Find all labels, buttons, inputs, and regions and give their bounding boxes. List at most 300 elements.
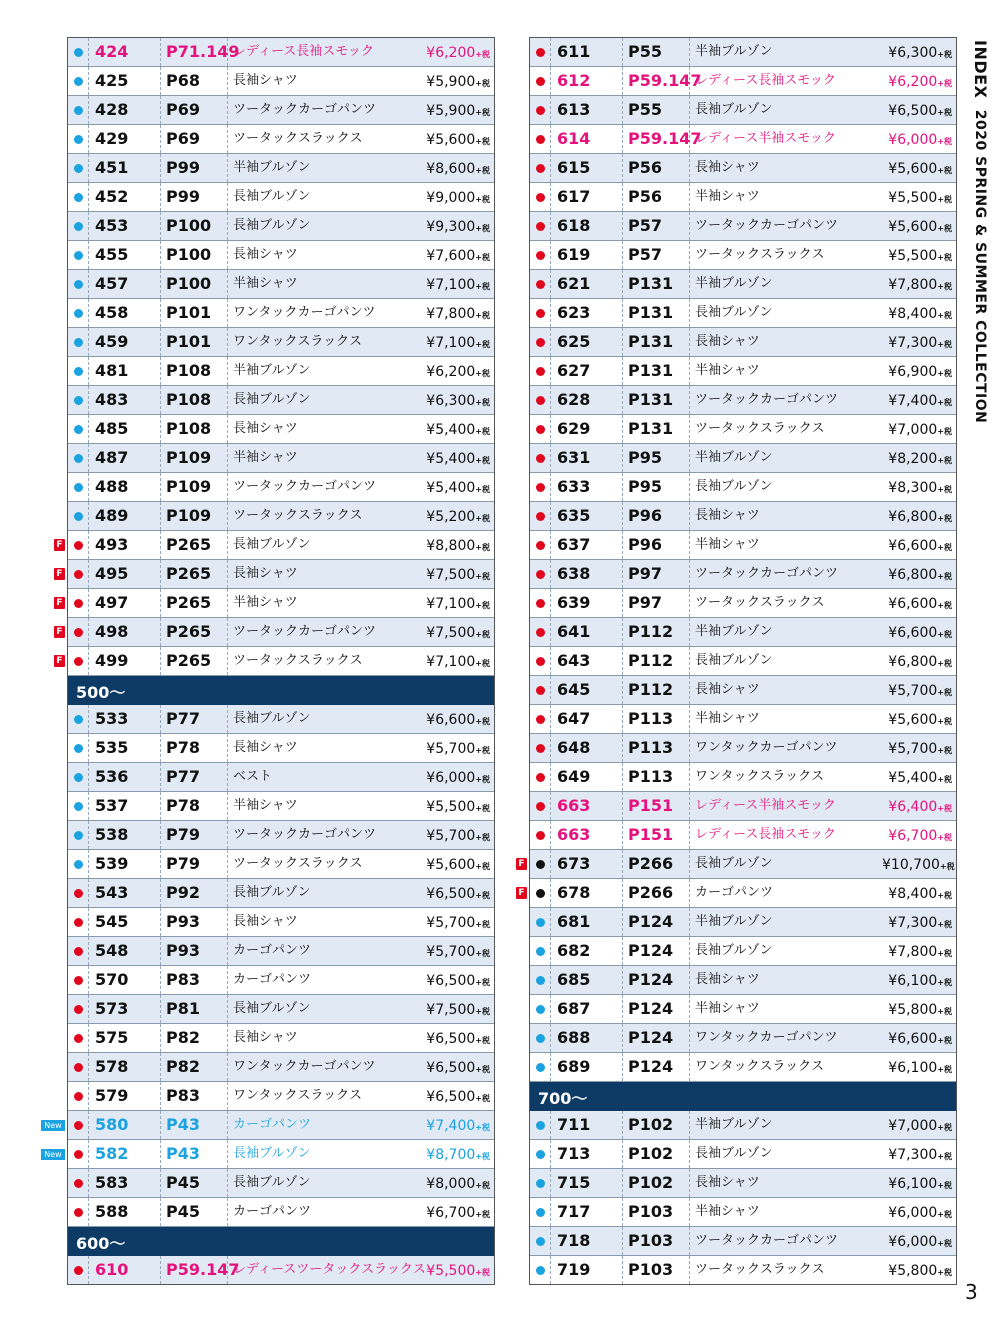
number-cell [551,734,623,762]
dot-cell [530,1024,551,1052]
price-cell [420,560,492,588]
tax-suffix: +税 [937,485,952,494]
section-header [68,676,494,705]
item-number: 631 [557,448,591,467]
item-name: 半袖シャツ [695,537,760,552]
item-number: 619 [557,245,591,264]
number-cell [89,1111,161,1139]
item-page: P43 [166,1144,200,1163]
item-price-value: ¥7,800 [888,944,938,960]
tax-suffix: +税 [475,572,490,581]
price-cell [882,125,954,153]
item-number: 499 [95,651,129,670]
item-price [426,451,492,467]
item-price-value: ¥6,400 [888,799,938,815]
category-dot-icon [74,48,83,57]
name-cell [228,966,420,994]
name-cell [228,357,420,385]
index-row [530,1024,956,1053]
tax-suffix: +税 [475,282,490,291]
tax-suffix: +税 [475,398,490,407]
name-cell [690,995,882,1023]
dot-cell [68,38,89,66]
item-price [888,828,954,844]
dot-cell [530,1053,551,1081]
price-cell [420,357,492,385]
name-cell [228,1140,420,1168]
item-page: P131 [628,332,674,351]
page-cell [161,299,228,327]
tax-suffix: +税 [475,601,490,610]
item-price-value: ¥5,600 [888,219,938,235]
item-name: 半袖シャツ [233,798,298,813]
item-price [888,422,954,438]
item-number: 545 [95,912,129,931]
number-cell [89,1082,161,1110]
price-cell [882,792,954,820]
number-cell [551,38,623,66]
number-cell [551,212,623,240]
item-name: レディース長袖スモック [233,44,374,59]
item-name: 長袖シャツ [695,334,760,349]
index-row [530,183,956,212]
item-price-value: ¥6,600 [888,625,938,641]
index-column-left [44,37,495,1285]
item-page: P124 [628,941,674,960]
index-row [530,38,956,67]
item-number: 638 [557,564,591,583]
item-page: P113 [628,738,674,757]
dot-cell [530,473,551,501]
price-cell [882,531,954,559]
item-number: 635 [557,506,591,525]
dot-cell [68,1024,89,1052]
item-name: 長袖ブルゾン [233,218,311,233]
name-cell [228,850,420,878]
price-cell [882,966,954,994]
category-dot-icon [74,860,83,869]
item-price-value: ¥5,800 [888,1263,938,1279]
price-cell [882,38,954,66]
item-number: 639 [557,593,591,612]
index-row [68,850,494,879]
index-row [68,183,494,212]
page-cell [623,328,690,356]
item-page: P151 [628,796,674,815]
number-cell [89,879,161,907]
dot-cell [530,589,551,617]
item-price-value: ¥5,600 [426,857,476,873]
name-cell [690,386,882,414]
price-cell [420,415,492,443]
name-cell [228,183,420,211]
item-price-value: ¥6,600 [888,538,938,554]
page-cell [161,1256,240,1284]
item-price-value: ¥10,700 [882,857,940,873]
page-cell [161,444,228,472]
item-page: P79 [166,854,200,873]
item-page: P103 [628,1231,674,1250]
dot-cell [530,531,551,559]
category-dot-icon [536,367,545,376]
index-row [68,212,494,241]
category-dot-icon [74,1121,83,1130]
item-name: 長袖シャツ [233,421,298,436]
dot-cell [68,618,89,646]
price-cell [420,270,492,298]
item-price [426,1060,492,1076]
item-name: 長袖ブルゾン [695,479,773,494]
name-cell [228,502,420,530]
number-cell [551,502,623,530]
name-cell [690,125,882,153]
category-dot-icon [74,599,83,608]
item-price-value: ¥6,100 [888,1176,938,1192]
tax-suffix: +税 [937,659,952,668]
page-cell [161,154,228,182]
tax-suffix: +税 [475,427,490,436]
item-price [888,306,954,322]
item-number: 628 [557,390,591,409]
item-number: 533 [95,709,129,728]
tax-suffix: +税 [937,514,952,523]
index-row [530,1053,956,1082]
number-cell [89,444,161,472]
name-cell [228,473,420,501]
dot-cell [68,415,89,443]
item-price-value: ¥8,600 [426,161,476,177]
item-price [426,1031,492,1047]
item-name: ツータックカーゴパンツ [695,218,839,233]
name-cell [228,1198,420,1226]
category-dot-icon [536,1179,545,1188]
item-price [426,886,492,902]
f-badge: F [516,858,527,870]
tax-suffix: +税 [475,1210,490,1219]
page-cell [623,879,690,907]
name-cell [690,299,882,327]
price-cell [420,1140,492,1168]
name-cell [690,1256,882,1284]
page-cell [623,705,690,733]
item-number: 617 [557,187,591,206]
item-name: ツータックスラックス [233,856,363,871]
name-cell [690,183,882,211]
item-page: P109 [166,477,212,496]
index-row [530,908,956,937]
index-row [56,560,494,589]
category-dot-icon [74,222,83,231]
number-cell [89,154,161,182]
item-price [426,799,492,815]
item-page: P96 [628,535,662,554]
item-page: P108 [166,419,212,438]
item-page: P108 [166,390,212,409]
item-name: ワンタックカーゴパンツ [233,305,376,320]
dot-cell [530,38,551,66]
price-cell [420,1169,492,1197]
name-cell [690,1198,882,1226]
price-cell [420,299,492,327]
index-row [56,589,494,618]
number-cell [551,444,623,472]
category-dot-icon [74,1063,83,1072]
price-cell [882,937,954,965]
item-page: P43 [166,1115,200,1134]
page-cell [161,328,228,356]
dot-cell [68,67,89,95]
page-cell [161,1053,228,1081]
number-cell [89,270,161,298]
f-badge: F [516,887,527,899]
price-cell [420,502,492,530]
number-cell [551,589,623,617]
item-price [888,1147,954,1163]
category-dot-icon [536,657,545,666]
tax-suffix: +税 [937,804,952,813]
item-page: P102 [628,1173,674,1192]
category-dot-icon [536,918,545,927]
dot-cell [530,879,551,907]
item-name: 半袖シャツ [695,711,760,726]
f-badge: F [54,655,65,667]
number-cell [89,1198,161,1226]
item-name: 長袖ブルゾン [695,856,773,871]
item-number: 719 [557,1260,591,1279]
item-price-value: ¥9,300 [426,219,476,235]
item-name: ワンタックカーゴパンツ [695,1030,838,1045]
item-price [426,567,492,583]
price-cell [882,1024,954,1052]
number-cell [551,1024,623,1052]
item-name: 長袖ブルゾン [233,537,311,552]
number-cell [89,618,161,646]
item-price [888,654,954,670]
item-number: 495 [95,564,129,583]
category-dot-icon [74,1266,83,1275]
dot-cell [68,937,89,965]
number-cell [89,502,161,530]
dot-cell [530,386,551,414]
price-cell [420,705,492,733]
page-cell [161,270,228,298]
category-dot-icon [74,135,83,144]
number-cell [551,995,623,1023]
item-price [888,683,954,699]
item-page: P131 [628,419,674,438]
number-cell [551,705,623,733]
number-cell [89,125,161,153]
item-price [888,915,954,931]
dot-cell [68,705,89,733]
index-row [68,270,494,299]
tax-suffix: +税 [475,1152,490,1161]
item-price [426,306,492,322]
page-cell [161,212,228,240]
item-page: P112 [628,622,674,641]
item-number: 643 [557,651,591,670]
index-row [530,1140,956,1169]
tax-suffix: +税 [475,195,490,204]
item-price-value: ¥5,800 [888,1002,938,1018]
price-cell [882,1227,954,1255]
item-page: P113 [628,709,674,728]
price-cell [882,705,954,733]
item-number: 621 [557,274,591,293]
price-cell [882,763,954,791]
index-row [518,850,956,879]
item-price [888,1060,954,1076]
page-cell [623,38,690,66]
item-page: P77 [166,767,200,786]
item-name: 長袖シャツ [695,972,760,987]
name-cell [690,357,882,385]
tax-suffix: +税 [475,108,490,117]
item-page: P151 [628,825,674,844]
item-page: P93 [166,912,200,931]
number-cell [551,299,623,327]
dot-cell [530,1169,551,1197]
sidebar-title [970,40,990,424]
index-row [530,357,956,386]
item-name: ツータックスラックス [695,1262,825,1277]
item-number: 459 [95,332,129,351]
f-badge: F [54,597,65,609]
category-dot-icon [536,889,545,898]
dot-cell [68,444,89,472]
item-price [426,654,492,670]
tax-suffix: +税 [937,311,952,320]
category-dot-icon [536,744,545,753]
index-row [530,96,956,125]
tax-suffix: +税 [475,543,490,552]
dot-cell [68,734,89,762]
tax-suffix: +税 [475,1007,490,1016]
price-cell [420,763,492,791]
name-cell [690,212,882,240]
item-number: 452 [95,187,129,206]
number-cell [551,1169,623,1197]
item-price-value: ¥7,300 [888,1147,938,1163]
number-cell [551,1053,623,1081]
index-row [530,647,956,676]
category-dot-icon [74,773,83,782]
number-cell [551,618,623,646]
item-name: レディースツータックスラックス [233,1262,426,1277]
index-row [530,125,956,154]
page-cell [161,1024,228,1052]
item-price [426,915,492,931]
item-name: カーゴパンツ [695,885,774,900]
dot-cell [530,1256,551,1284]
item-number: 481 [95,361,129,380]
index-row [68,1169,494,1198]
tax-suffix: +税 [475,978,490,987]
item-price [888,45,954,61]
number-cell [89,1140,161,1168]
item-price-value: ¥6,600 [888,596,938,612]
item-price [888,973,954,989]
category-dot-icon [536,947,545,956]
category-dot-icon [74,1092,83,1101]
item-page: P124 [628,1028,674,1047]
item-page: P78 [166,738,200,757]
index-row [68,966,494,995]
dot-cell [68,473,89,501]
item-page: P265 [166,622,212,641]
section-header-label: 700〜 [538,1089,588,1108]
number-cell [89,212,161,240]
item-price-value: ¥7,100 [426,277,476,293]
tax-suffix: +税 [475,369,490,378]
item-price [888,944,954,960]
index-row [68,415,494,444]
index-row [68,1024,494,1053]
dot-cell [68,241,89,269]
name-cell [690,618,882,646]
item-price [426,857,492,873]
page-cell [161,647,228,675]
item-price [888,74,954,90]
item-price [426,596,492,612]
item-page: P101 [166,332,212,351]
item-price [426,335,492,351]
name-cell [228,734,420,762]
price-cell [882,618,954,646]
dot-cell [530,357,551,385]
price-cell [420,1024,492,1052]
name-cell [690,1140,882,1168]
item-price [426,1002,492,1018]
dot-cell [530,299,551,327]
name-cell [690,1169,882,1197]
item-price [426,1176,492,1192]
name-cell [690,531,882,559]
item-price-value: ¥5,700 [426,944,476,960]
number-cell [551,879,623,907]
item-price-value: ¥6,500 [426,973,476,989]
page-cell [623,792,690,820]
item-page: P266 [628,883,674,902]
section-header-label: 600〜 [76,1234,126,1253]
page-cell [623,212,690,240]
index-row [68,1053,494,1082]
index-row [68,357,494,386]
item-price [888,712,954,728]
category-dot-icon [536,1063,545,1072]
dot-cell [68,560,89,588]
price-cell [420,241,492,269]
item-price-value: ¥7,100 [426,335,476,351]
page-cell [161,241,228,269]
item-price-value: ¥5,600 [426,132,476,148]
index-row [68,734,494,763]
index-row [68,879,494,908]
number-cell [551,328,623,356]
page-cell [161,125,228,153]
item-page: P131 [628,274,674,293]
tax-suffix: +税 [937,79,952,88]
item-price-value: ¥7,300 [888,335,938,351]
number-cell [89,1024,161,1052]
item-name: 長袖シャツ [233,914,298,929]
item-name: レディース長袖スモック [695,827,836,842]
item-name: ツータックスラックス [233,131,363,146]
item-price [426,161,492,177]
item-price [888,567,954,583]
dot-cell [530,821,551,849]
price-cell [420,444,492,472]
